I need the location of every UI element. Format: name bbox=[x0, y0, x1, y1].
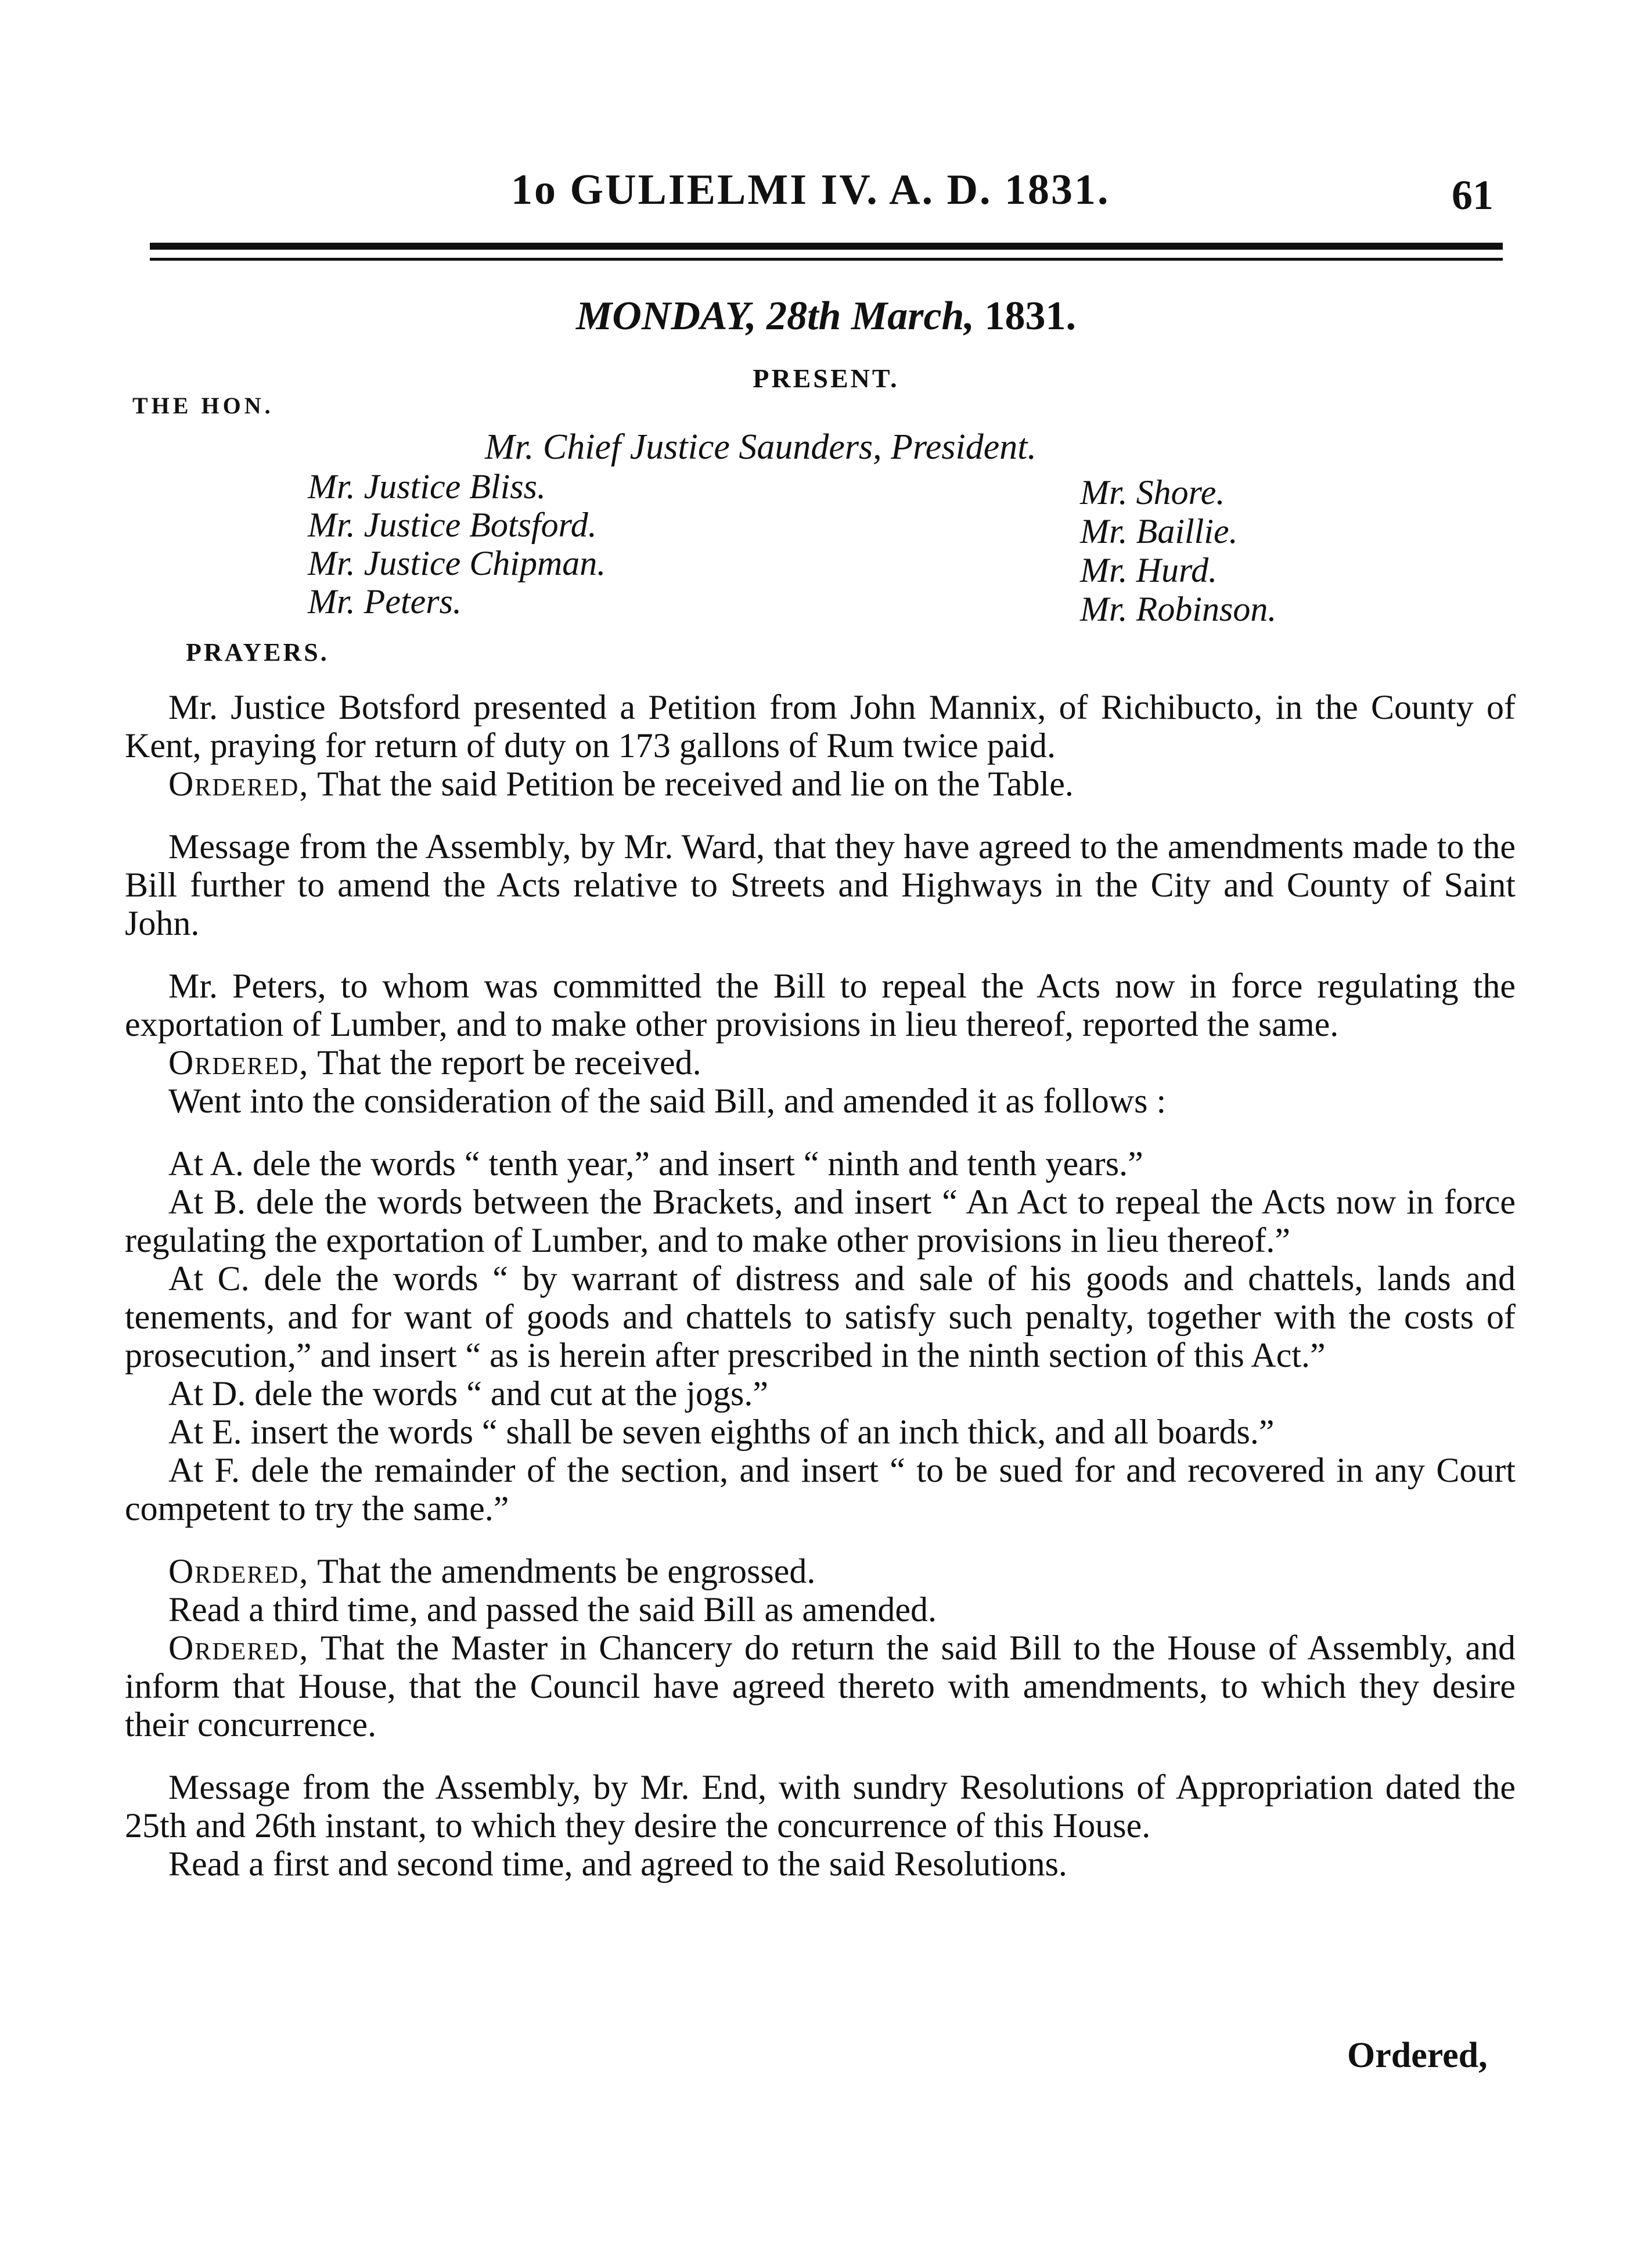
ordered-lead: Ordered, bbox=[168, 1629, 309, 1667]
proceeding-paragraph bbox=[125, 827, 1516, 942]
ordered-lead: Ordered, bbox=[168, 1043, 309, 1082]
paragraph-text: That the report be received. bbox=[309, 1043, 701, 1082]
proceeding-paragraph bbox=[125, 1768, 1516, 1845]
paragraph-text: At E. insert the words “ shall be seven eighths of an inch thick, and all boards.” bbox=[168, 1413, 1275, 1451]
ordered-lead: Ordered, bbox=[168, 765, 309, 803]
paragraph-text: Mr. Justice Botsford presented a Petition from John Mannix, of Richibucto, in the County of Kent, praying for return of duty on 173 gallons of Rum twice paid. bbox=[125, 688, 1516, 765]
proceeding-paragraph bbox=[125, 1629, 1516, 1744]
paragraph-text: That the Master in Chancery do return the said Bill to the House of Assembly, and inform that House, that the Council have agreed thereto with amendments, to which they desire their concurrence. bbox=[125, 1629, 1516, 1744]
paragraph-text: Message from the Assembly, by Mr. Ward, that they have agreed to the amendments made to the Bill further to amend the Acts relative to Streets and Highways in the City and County of Saint John. bbox=[125, 827, 1516, 942]
paragraph-text: Went into the consideration of the said Bill, and amended it as follows : bbox=[168, 1082, 1167, 1120]
members-left-column bbox=[308, 467, 606, 621]
page-number: 61 bbox=[1452, 172, 1493, 218]
member-name: Mr. Baillie. bbox=[1080, 512, 1238, 550]
regnal-title: GULIELMI IV. A. D. 1831. bbox=[570, 166, 1110, 214]
paragraph-text: At A. dele the words “ tenth year,” and insert “ ninth and tenth years.” bbox=[168, 1144, 1143, 1183]
date-year: 1831. bbox=[984, 294, 1076, 339]
member-name: Mr. Justice Chipman. bbox=[308, 544, 606, 582]
member-name: Mr. Hurd. bbox=[1080, 551, 1218, 589]
proceedings-text bbox=[125, 688, 1516, 1883]
paragraph-text: At B. dele the words between the Brackets, and insert “ An Act to repeal the Acts now in force regulating the exportation of Lumber, and to make other provisions in lieu thereof.” bbox=[125, 1183, 1516, 1259]
ordered-lead: Ordered, bbox=[168, 1552, 309, 1590]
header-rule bbox=[150, 243, 1503, 261]
proceeding-paragraph bbox=[125, 688, 1516, 765]
paragraph-text: That the amendments be engrossed. bbox=[309, 1552, 816, 1590]
president-line: Mr. Chief Justice Saunders, President. bbox=[485, 427, 1036, 467]
proceeding-paragraph bbox=[125, 1451, 1516, 1528]
members-right-column bbox=[1080, 473, 1276, 629]
proceeding-paragraph bbox=[125, 1413, 1516, 1451]
date-italic: MONDAY, 28th March, bbox=[576, 294, 974, 339]
proceeding-paragraph bbox=[125, 1259, 1516, 1374]
catchword: Ordered, bbox=[1347, 2036, 1488, 2075]
proceeding-paragraph bbox=[125, 1043, 1516, 1082]
proceeding-paragraph bbox=[125, 1590, 1516, 1629]
member-name: Mr. Justice Botsford. bbox=[308, 506, 597, 544]
proceeding-paragraph bbox=[125, 765, 1516, 803]
paragraph-text: At F. dele the remainder of the section, and insert “ to be sued for and recovered in any Court competent to try the same.” bbox=[125, 1451, 1516, 1528]
running-head bbox=[0, 165, 1652, 229]
prayers-label: PRAYERS. bbox=[186, 638, 329, 667]
paragraph-text: Mr. Peters, to whom was committed the Bill to repeal the Acts now in force regulating the exportation of Lumber, and to make other provisions in lieu thereof, reported the same. bbox=[125, 967, 1516, 1043]
proceeding-paragraph bbox=[125, 1144, 1516, 1183]
paragraph-text: Read a third time, and passed the said Bill as amended. bbox=[168, 1590, 937, 1629]
proceeding-paragraph bbox=[125, 1183, 1516, 1259]
proceeding-paragraph bbox=[125, 967, 1516, 1043]
member-name: Mr. Peters. bbox=[308, 582, 462, 621]
member-name: Mr. Robinson. bbox=[1080, 590, 1277, 628]
proceeding-paragraph bbox=[125, 1552, 1516, 1590]
proceeding-paragraph bbox=[125, 1374, 1516, 1413]
paragraph-text: Read a first and second time, and agreed to the said Resolutions. bbox=[168, 1845, 1067, 1883]
member-name: Mr. Shore. bbox=[1080, 473, 1225, 512]
proceeding-paragraph bbox=[125, 1082, 1516, 1120]
proceeding-paragraph bbox=[125, 1845, 1516, 1883]
session-date bbox=[0, 293, 1652, 340]
regnal-year: 1o bbox=[511, 166, 557, 214]
paragraph-text: That the said Petition be received and lie on the Table. bbox=[309, 765, 1074, 803]
paragraph-text: Message from the Assembly, by Mr. End, with sundry Resolutions of Appropriation dated the 25th and 26th instant, to which they desire the concurrence of this House. bbox=[125, 1768, 1516, 1845]
present-label: PRESENT. bbox=[753, 363, 899, 393]
member-name: Mr. Justice Bliss. bbox=[308, 467, 546, 506]
paragraph-text: At C. dele the words “ by warrant of distress and sale of his goods and chattels, lands and tenements, and for want of goods and chattels to satisfy such penalty, together with the costs of prosecution,” and insert “ as is herein after prescribed in the ninth section of this Act.” bbox=[125, 1259, 1516, 1374]
the-hon-label: THE HON. bbox=[132, 393, 274, 419]
running-title bbox=[511, 165, 1110, 215]
paragraph-text: At D. dele the words “ and cut at the jogs.” bbox=[168, 1374, 769, 1413]
